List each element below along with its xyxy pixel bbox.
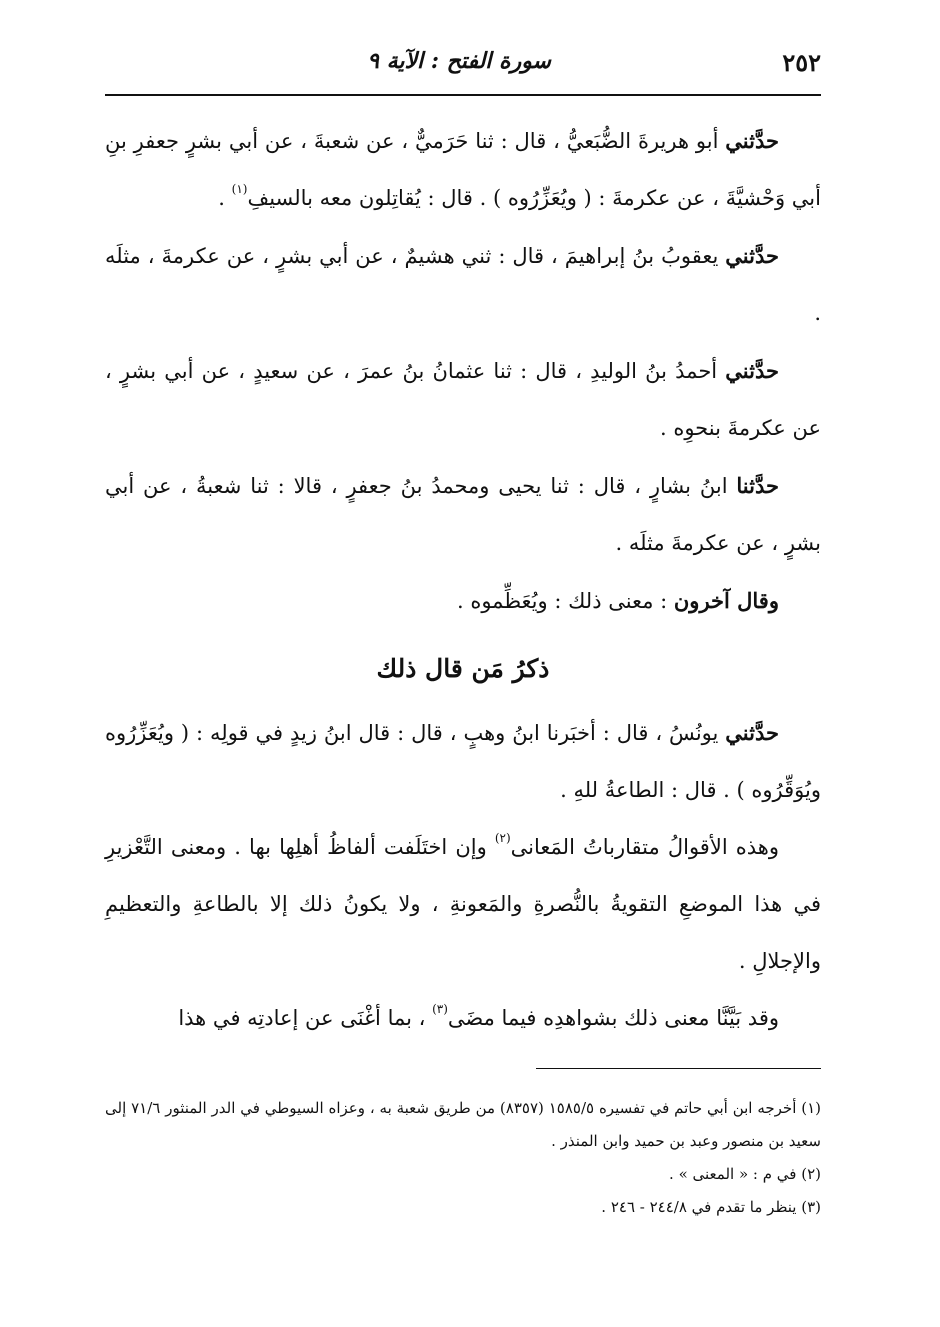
paragraph-commentary-2 [105, 990, 821, 1047]
paragraph-text: وهذه الأقوالُ متقارباتُ المَعانى [510, 835, 779, 859]
running-title: سورة الفتح : الآية ٩ [367, 48, 551, 74]
paragraph-lead: حدَّثني [725, 243, 779, 268]
paragraph-hadith-4 [105, 457, 821, 572]
paragraph-tail: . [218, 186, 232, 210]
paragraph-lead: حدَّثني [725, 128, 779, 153]
footnote-1: (١) أخرجه ابن أبي حاتم في تفسيره ١٥٨٥/٥ (٨٣٥٧) من طريق شعبة به ، وعزاه السيوطي في الدر المنثور ٧١/٦ إلى سعيد بن منصور وعبد بن حميد وابن المنذر . [105, 1099, 821, 1150]
paragraph-hadith-2 [105, 227, 821, 342]
header-rule [105, 94, 821, 96]
paragraph-lead: وقال آخرون [673, 588, 779, 613]
paragraph-text: : معنى ذلك : ويُعَظِّموه . [456, 589, 674, 613]
main-text [105, 112, 821, 1047]
footnote-3: (٣) ينظر ما تقدم في ٢٤٤/٨ - ٢٤٦ . [601, 1198, 821, 1216]
paragraph-text: يونُسُ ، قال : أخبَرنا ابنُ وهبٍ ، قال : قال ابنُ زيدٍ في قولِه : ( ويُعَزِّرُوه ويُوَقِّرُوه ) . قال : الطاعةُ للهِ . [105, 721, 821, 802]
footnote-marker-3[interactable]: (٣) [432, 1002, 448, 1016]
paragraph-other-opinion [105, 572, 821, 630]
page-number: ٢٥٢ [782, 48, 821, 77]
paragraph-text: يعقوبُ بنُ إبراهيمَ ، قال : ثني هشيمٌ ، عن أبي بشرٍ ، عن عكرمةَ ، مثلَه . [105, 244, 821, 325]
footnotes [105, 1092, 821, 1224]
paragraph-text: أبو هريرةَ الضُّبَعيُّ ، قال : ثنا حَرَميٌّ ، عن شعبةَ ، عن أبي بشرٍ جعفرِ بنِ أبي وَحْشيَّةَ ، عن عكرمةَ : ( ويُعَزِّرُوه ) . قال : يُقاتِلون معه بالسيفِ [105, 129, 821, 210]
paragraph-tail: وإن اختَلَفت ألفاظُ أهلِها بها . ومعنى التَّعْزيرِ في هذا الموضعِ التقويةُ بالنُّصرةِ والمَعونةِ ، ولا يكونُ ذلك إلا بالطاعةِ والتعظيمِ والإجلالِ . [105, 835, 821, 973]
paragraph-text: وقد بَيَّنَّا معنى ذلك بشواهدِه فيما مضَى [447, 1006, 779, 1030]
paragraph-lead: حدَّثني [725, 358, 779, 383]
paragraph-tail: ، بما أغْنَى عن إعادتِه في هذا [178, 1006, 433, 1030]
footnote-marker-2[interactable]: (٢) [494, 831, 511, 845]
paragraph-lead: حدَّثنا [736, 473, 779, 498]
paragraph-text: أحمدُ بنُ الوليدِ ، قال : ثنا عثمانُ بنُ عمرَ ، عن سعيدٍ ، عن أبي بشرٍ ، عن عكرمةَ بنحوِه . [105, 359, 821, 440]
page-header [105, 44, 821, 88]
paragraph-hadith-1 [105, 112, 821, 227]
footnote-rule [536, 1068, 821, 1069]
paragraph-hadith-5 [105, 704, 821, 819]
section-heading: ذكرُ مَن قال ذلك [376, 654, 550, 683]
footnote-2: (٢) في م : « المعنى » . [669, 1165, 821, 1183]
paragraph-text: ابنُ بشارٍ ، قال : ثنا يحيى ومحمدُ بنُ جعفرٍ ، قالا : ثنا شعبةُ ، عن أبي بشرٍ ، عن عكرمةَ مثلَه . [105, 474, 821, 555]
footnote-marker-1[interactable]: (١) [231, 182, 248, 196]
paragraph-lead: حدَّثني [725, 720, 779, 745]
paragraph-commentary-1 [105, 819, 821, 990]
paragraph-hadith-3 [105, 342, 821, 457]
